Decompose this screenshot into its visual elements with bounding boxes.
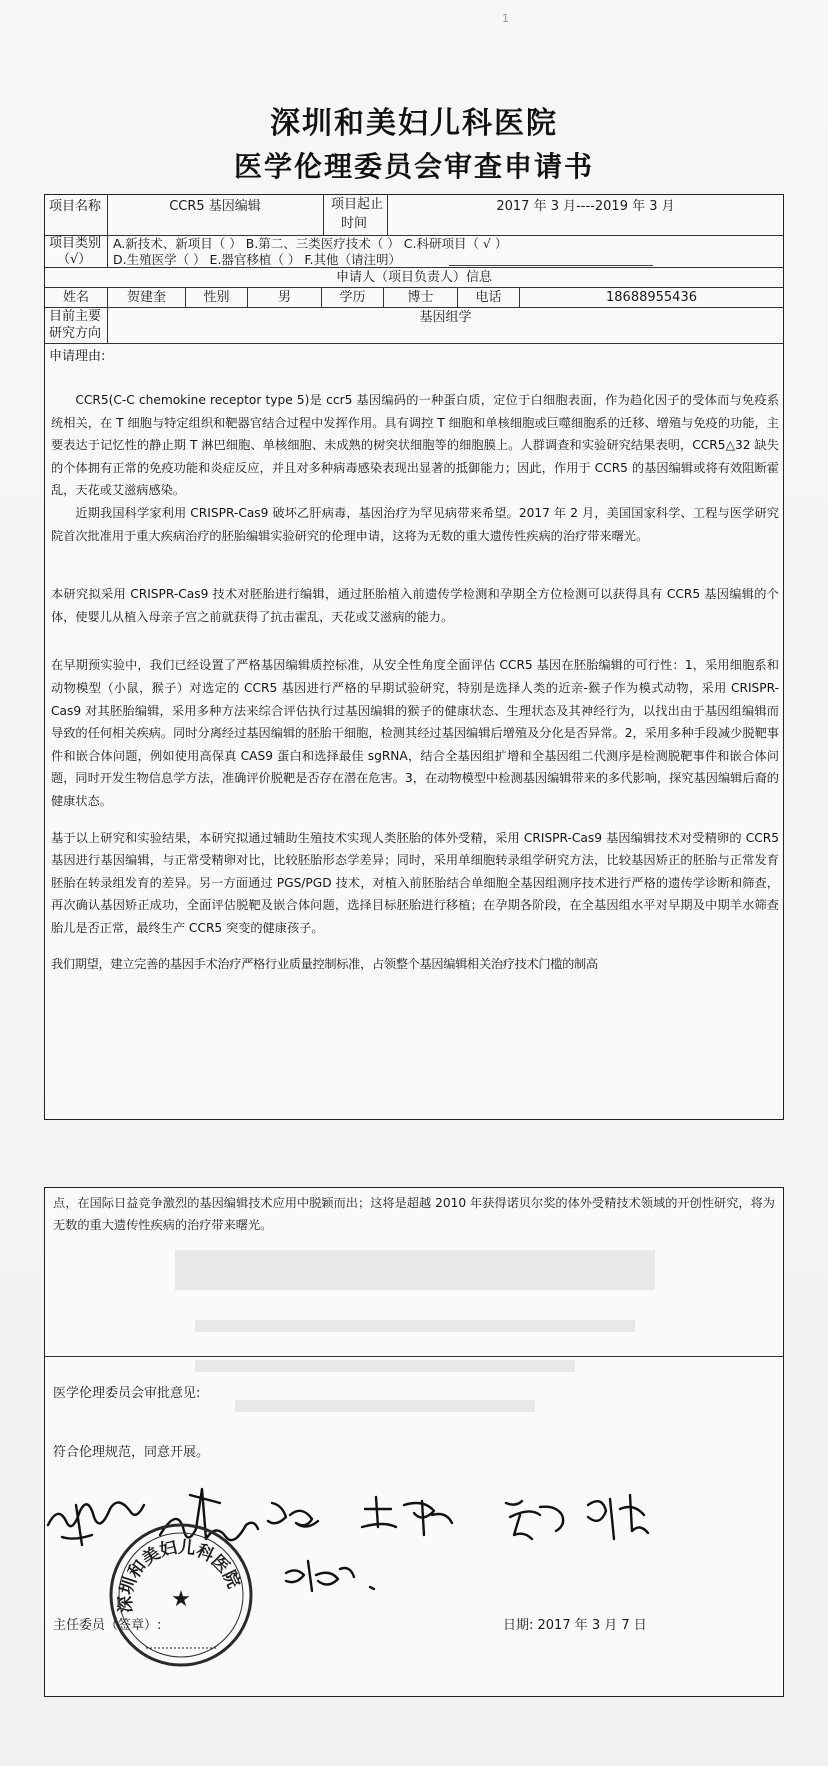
research-direction-value: 基因组学 bbox=[419, 310, 472, 325]
applicant-education-label: 学历 bbox=[339, 290, 366, 305]
project-name-value: CCR5 基因编辑 bbox=[169, 199, 261, 214]
project-category-options-2: D.生殖医学（ ） E.器官移植（ ） F.其他（请注明） bbox=[113, 252, 402, 267]
approval-label: 医学伦理委员会审批意见: bbox=[53, 1386, 201, 1401]
applicant-education-value: 博士 bbox=[407, 290, 434, 305]
applicant-gender-value: 男 bbox=[277, 290, 291, 305]
signature-3 bbox=[268, 1503, 318, 1527]
approval-date: 日期: 2017 年 3 月 7 日 bbox=[503, 1618, 647, 1633]
project-category-label: 项目类别 bbox=[49, 236, 102, 251]
signature-5 bbox=[506, 1501, 563, 1539]
approval-opinion: 符合伦理规范，同意开展。 bbox=[53, 1445, 210, 1460]
seal-text: 深圳和美妇儿科医院 bbox=[115, 1537, 244, 1614]
document-title: 医学伦理委员会审查申请书 bbox=[233, 150, 594, 183]
project-period-label-2: 时间 bbox=[341, 216, 368, 231]
seal-star-icon: ★ bbox=[171, 1587, 191, 1612]
applicant-phone-value: 18688955436 bbox=[606, 290, 697, 305]
reason-paragraph-4: 在早期预实验中，我们已经设置了严格基因编辑质控标准，从安全性角度全面评估 CCR5 基因在胚胎编辑的可行性：1，采用细胞系和动物模型（小鼠，猴子）对选定的 CCR5 基因进行严格的早期试验研究，特别是选择人类的近亲-猴子作为模式动物，采用 CRISPR-Cas9 对其胚胎编辑，采用多种方法来综合评估执行过基因编辑的猴子的健康状态、生理状态及其神经行为，以找出由于基因组编辑而导致的任何相关疾病。同时分离经过基因编辑的胚胎干细胞，检测其经过基因编辑后增殖及分化是否异常。2，采用多种手段减少脱靶事件和嵌合体问题，例如使用高保真 CAS9 蛋白和选择最佳 sgRNA，结合全基因组扩增和全基因组二代测序是检测脱靶事件和嵌合体问题，同时开发生物信息学方法，准确评价脱靶是否存在潜在危害。3，在动物模型中检测基因编辑带来的多代影响，探究基因编辑后裔的健康状态。 bbox=[51, 658, 779, 808]
project-category-mark: （√） bbox=[57, 252, 92, 267]
application-form bbox=[44, 194, 784, 1120]
research-direction-label-2: 研究方向 bbox=[49, 326, 102, 341]
applicant-section-title: 申请人（项目负责人）信息 bbox=[335, 270, 492, 285]
applicant-gender-label: 性别 bbox=[203, 290, 230, 305]
reason-paragraph-1: CCR5(C-C chemokine receptor type 5)是 ccr5 基因编码的一种蛋白质，定位于白细胞表面，作为趋化因子的受体而与免疫系统相关，在 T 细胞与特定组织和靶器官结合过程中发挥作用。具有调控 T 细胞和单核细胞或巨噬细胞系的迁移、增殖与免疫的功能，主要表达于记忆性的静止期 T 淋巴细胞、单核细胞、未成熟的树突状细胞等的细胞膜上。人群调查和实验研究结果表明，CCR5△32 缺失的个体拥有正常的免疫功能和炎症反应，并且对多种病毒感染表现出显著的抵御能力；因此，作用于 CCR5 的基因编辑或将有效阻断霍乱，天花或艾滋病感染。 bbox=[51, 393, 779, 498]
reason-paragraph-5: 基于以上研究和实验结果，本研究拟通过辅助生殖技术实现人类胚胎的体外受精，采用 CRISPR-Cas9 基因编辑技术对受精卵的 CCR5 基因进行基因编辑，与正常受精卵对比，比较胚胎形态学差异；同时，采用单细胞转录组学研究方法，比较基因矫正的胚胎与正常发育胚胎在转录组发育的差异。另一方面通过 PGS/PGD 技术，对植入前胚胎结合单细胞全基因组测序技术进行严格的遗传学诊断和筛查，再次确认基因矫正成功，全面评估脱靶及嵌合体问题，选择目标胚胎进行移植；在孕期各阶段，在全基因组水平对早期及中期羊水筛查胎儿是否正常，最终生产 CCR5 突变的健康孩子。 bbox=[51, 830, 779, 935]
bleed-through-text bbox=[175, 1250, 655, 1450]
applicant-name-value: 贺建奎 bbox=[126, 290, 166, 305]
research-direction-label: 目前主要 bbox=[49, 309, 102, 324]
reason-label: 申请理由: bbox=[49, 349, 106, 364]
applicant-phone-label: 电话 bbox=[475, 290, 502, 305]
signature-6 bbox=[588, 1495, 648, 1539]
reason-paragraph-3: 本研究拟采用 CRISPR-Cas9 技术对胚胎进行编辑，通过胚胎植入前遗传学检测和孕期全方位检测可以获得具有 CCR5 基因编辑的个体，使婴儿从植入母亲子宫之前就获得了抗击霍乱，天花或艾滋病的能力。 bbox=[51, 587, 779, 624]
project-name-label: 项目名称 bbox=[49, 199, 102, 214]
reason-body bbox=[51, 389, 779, 990]
reason-paragraph-6-continued: 点，在国际日益竞争激烈的基因编辑技术应用中脱颖而出；这将是超越 2010 年获得诺贝尔奖的体外受精技术领域的开创性研究，将为无数的重大遗传性疾病的治疗带来曙光。 bbox=[53, 1196, 775, 1232]
project-period-label: 项目起止 bbox=[331, 197, 384, 212]
reason-paragraph-6: 我们期望，建立完善的基因手术治疗严格行业质量控制标准，占领整个基因编辑相关治疗技术门槛的制高 bbox=[51, 957, 598, 972]
signature-4 bbox=[362, 1497, 452, 1535]
director-signature-label: 主任委员（签章）: bbox=[53, 1618, 162, 1633]
project-category-options-1: A.新技术、新项目（ ） B.第二、三类医疗技术（ ） C.科研项目（ √ ） bbox=[113, 236, 508, 251]
applicant-name-label: 姓名 bbox=[62, 290, 89, 305]
project-period-value: 2017 年 3 月----2019 年 3 月 bbox=[496, 199, 675, 214]
hospital-name: 深圳和美妇儿科医院 bbox=[270, 106, 558, 141]
scan-mark: 1 bbox=[502, 12, 509, 25]
reason-paragraph-2: 近期我国科学家利用 CRISPR-Cas9 破坏乙肝病毒，基因治疗为罕见病带来希望。2017 年 2 月，美国国家科学、工程与医学研究院首次批准用于重大疾病治疗的胚胎编辑实验研究的伦理申请，这将为无数的重大遗传性疾病的治疗带来曙光。 bbox=[51, 505, 779, 543]
hospital-seal bbox=[106, 1520, 256, 1670]
signature-7 bbox=[286, 1561, 374, 1591]
